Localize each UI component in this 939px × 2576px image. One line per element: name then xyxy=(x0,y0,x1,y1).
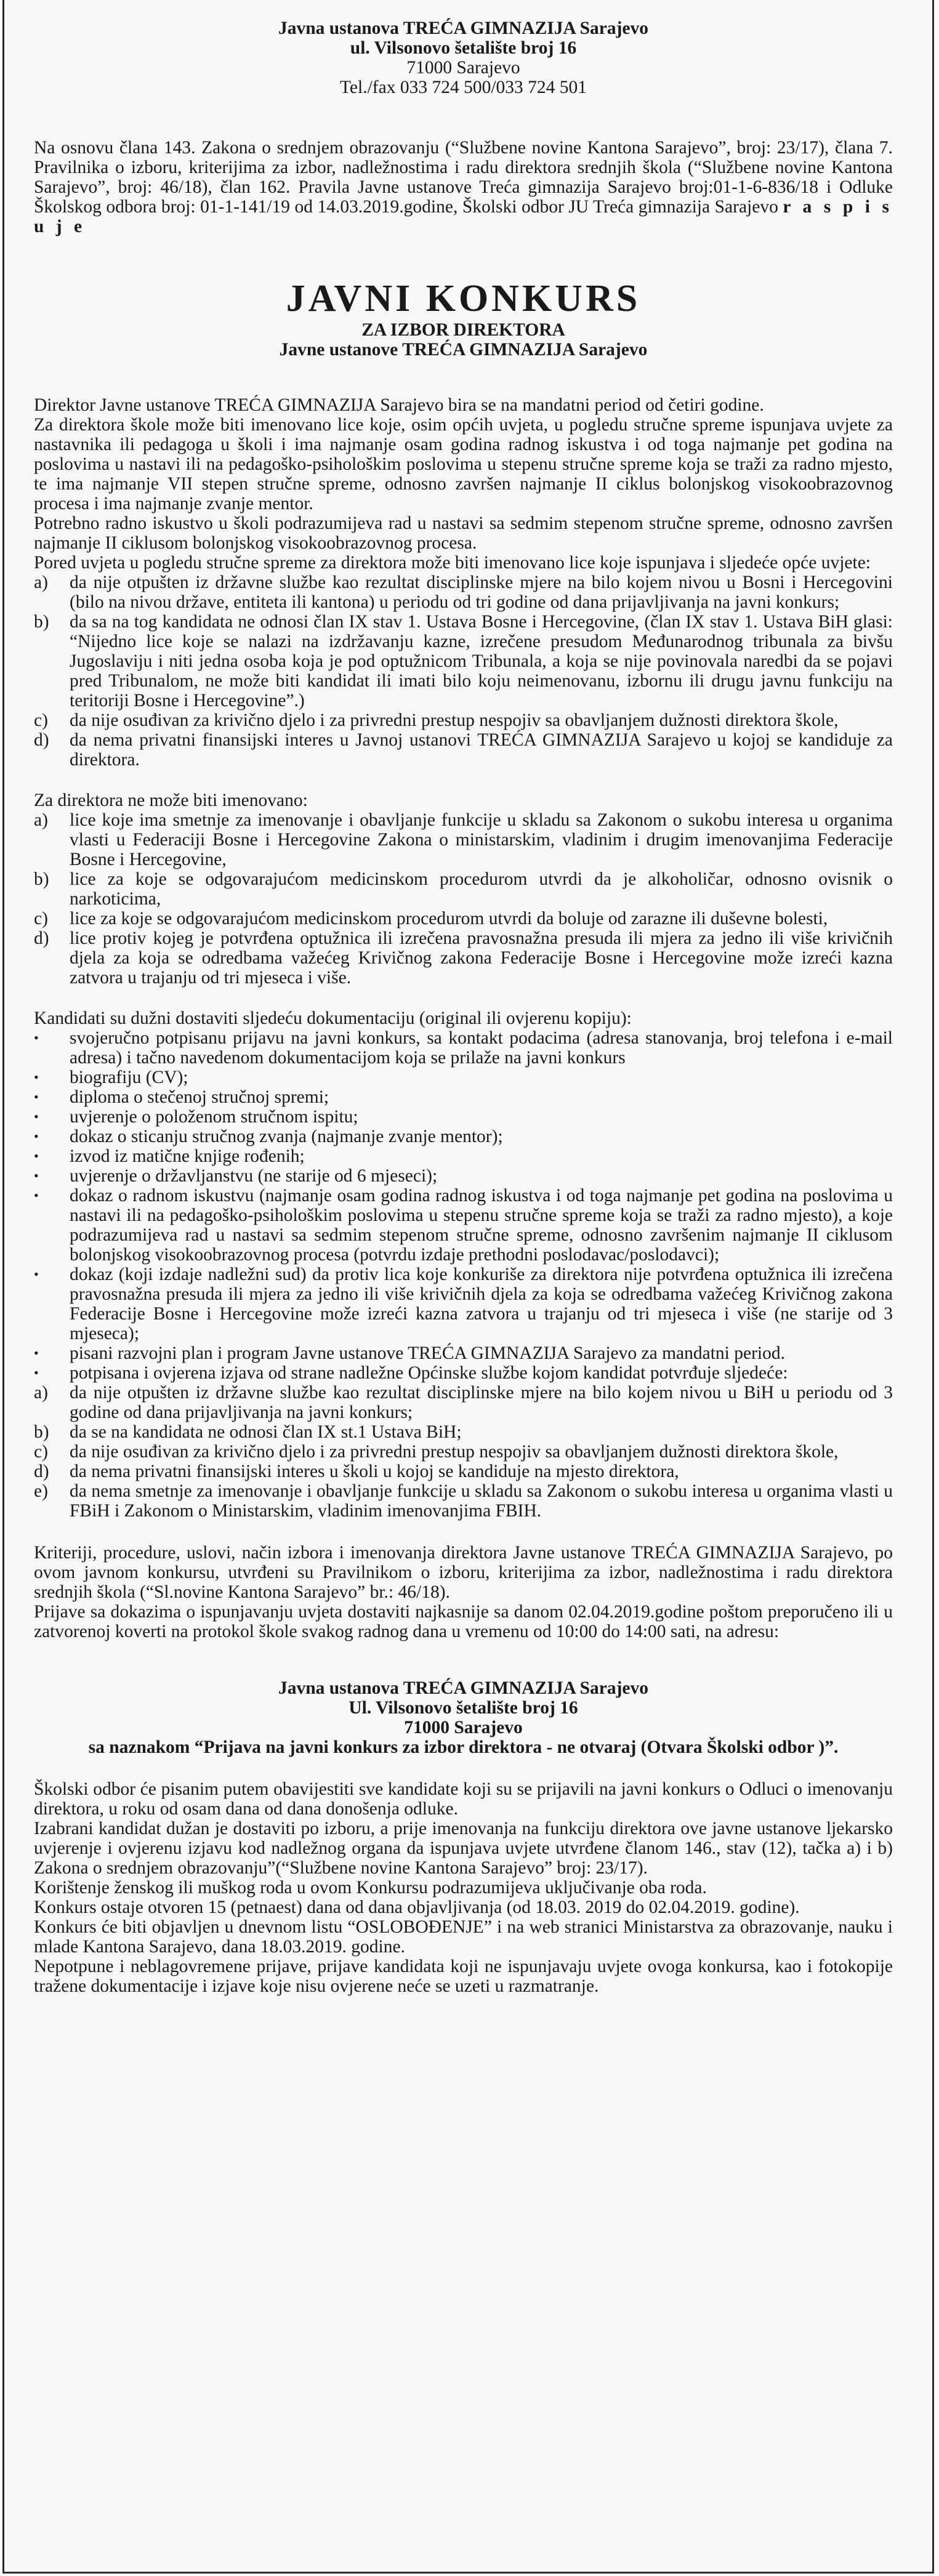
statement-items-list xyxy=(34,1383,893,1521)
list-item: • izvod iz matične knjige rođenih; xyxy=(34,1146,305,1166)
list-item: a) da nije otpušten iz državne službe kao rezultat disciplinske mjere na bilo kojem nivou u BiH u periodu od 3 godine od dana prijavljivanja na javni konkurs; xyxy=(34,1383,893,1422)
bullet-icon: • xyxy=(34,1148,39,1164)
address-street: Ul. Vilsonovo šetalište broj 16 xyxy=(349,1698,578,1718)
bullet-icon: • xyxy=(34,1266,39,1282)
closing-section xyxy=(34,1779,893,1996)
closing-paragraph: Izabrani kandidat dužan je dostaviti po izboru, a prije imenovanja na funkciju direktora ove javne ustanove ljekarsko uvjerenje i ovjerenu izjavu kod nadležnog organa da ispunjava uvjete utvrđene članom 146., stav (12), tačka a) i b) Zakona o srednjem obrazovanju”(“Službene novine Kantona Sarajevo” broj: 23/17). xyxy=(34,1819,893,1878)
list-item: c) da nije osuđivan za krivično djelo i za privredni prestup nespojiv sa obavljanjem dužnosti direktora škole, xyxy=(34,710,839,730)
list-item: • diploma o stečenoj stručnoj spremi; xyxy=(34,1087,329,1107)
bullet-icon: • xyxy=(34,1030,39,1045)
bullet-icon: • xyxy=(34,1069,39,1085)
list-item: • biografiju (CV); xyxy=(34,1068,188,1087)
documents-heading: Kandidati su dužni dostaviti sljedeću dokumentaciju (original ili ovjerenu kopiju): xyxy=(34,1008,632,1028)
general-conditions-list xyxy=(34,573,893,770)
list-item: d) lice protiv kojeg je potvrđena optužnica ili izrečena pravosnažna presuda ili mjera za jedno ili više krivičnih djela za koja se odredbama važećeg Krivičnog zakona Federacije Bosne i Hercegovine može izreći kazna zatvora u trajanju od tri mjeseca i više. xyxy=(34,928,893,988)
notice-title-block xyxy=(34,277,893,360)
list-item: b) lice za koje se odgovarajućom medicinskom procedurom utvrdi da je alkoholičar, odnosno ovisnik o narkoticima, xyxy=(34,869,893,909)
intro-paragraph: Direktor Javne ustanove TREĆA GIMNAZIJA Sarajevo bira se na mandatni period od četiri godine. xyxy=(34,395,764,415)
bullet-icon: • xyxy=(34,1365,39,1380)
list-item: • uvjerenje o položenom stručnom ispitu; xyxy=(34,1107,358,1127)
list-item: • svojeručno potpisanu prijavu na javni konkurs, sa kontakt podacima (adresa stanovanja, broj telefona i e-mail adresa) i tačno navedenom dokumentacijom koja se prilaže na javni konkurs xyxy=(34,1028,893,1068)
closing-paragraph: Konkurs ostaje otvoren 15 (petnaest) dana od dana objavljivanja (od 18.03. 2019 do 02.04.2019. godine). xyxy=(34,1898,800,1917)
list-item: c) da nije osuđivan za krivično djelo i za privredni prestup nespojiv sa obavljanjem dužnosti direktora škole, xyxy=(34,1442,839,1462)
list-item: • uvjerenje o državljanstvu (ne starije od 6 mjeseci); xyxy=(34,1166,438,1186)
list-item: • pisani razvojni plan i program Javne ustanove TREĆA GIMNAZIJA Sarajevo za mandatni period. xyxy=(34,1343,785,1363)
documents-list xyxy=(34,1028,893,1383)
list-item: c) lice za koje se odgovarajućom medicinskom procedurom utvrdi da boluje od zarazne ili duševne bolesti, xyxy=(34,909,828,928)
list-item: d) da nema privatni finansijski interes u školi u kojoj se kandiduje na mjesto direktora, xyxy=(34,1462,679,1481)
criteria-paragraph: Kriteriji, procedure, uslovi, način izbora i imenovanja direktora Javne ustanove TREĆA GIMNAZIJA Sarajevo, po ovom javnom konkursu, utvrđeni su Pravilnikom o izboru, kriterijima za izbor, nadležnostima i radu direktora srednjih škola (“Sl.novine Kantona Sarajevo” br.: 46/18). xyxy=(34,1543,893,1602)
notice-title: JAVNI KONKURS xyxy=(286,278,641,320)
list-item: • potpisana i ovjerena izjava od strane nadležne Općinske službe kojom kandidat potvrđuje sljedeće: xyxy=(34,1363,788,1383)
address-institution: Javna ustanova TREĆA GIMNAZIJA Sarajevo xyxy=(278,1678,648,1698)
address-city: 71000 Sarajevo xyxy=(404,1718,523,1737)
institution-name: Javna ustanova TREĆA GIMNAZIJA Sarajevo xyxy=(278,18,648,38)
not-eligible-list xyxy=(34,810,893,988)
closing-paragraph: Školski odbor će pisanim putem obavijestiti sve kandidate koji su se prijavili na javni konkurs o Odluci o imenovanju direktora, u roku od osam dana od dana donošenja odluke. xyxy=(34,1779,893,1819)
bullet-icon: • xyxy=(34,1168,39,1183)
bullet-icon: • xyxy=(34,1089,39,1105)
list-item: d) da nema privatni finansijski interes u Javnoj ustanovi TREĆA GIMNAZIJA Sarajevo u kojoj se kandiduje za direktora. xyxy=(34,730,893,770)
criteria-paragraph: Prijave sa dokazima o ispunjavanju uvjeta dostaviti najkasnije sa danom 02.04.2019.godine poštom preporučeno ili u zatvorenoj koverti na protokol škole svakog radnog dana u vremenu od 10:00 do 14:00 sati, na adresu: xyxy=(34,1602,893,1641)
notice-subtitle: ZA IZBOR DIREKTORA xyxy=(361,320,565,340)
preamble-text: Na osnovu člana 143. Zakona o srednjem obrazovanju (“Službene novine Kantona Sarajevo”, broj: 23/17), člana 7. Pravilnika o izboru, kriterijima za izbor, nadležnostima i radu direktora srednjih škola (“Službene novine Kantona Sarajevo”, broj: 46/18), član 162. Pravila Javne ustanove Treća gimnazija Sarajevo broj:01-1-6-836/18 i Odluke Školskog odbora broj: 01-1-141/19 od 14.03.2019.godine, Školski odbor JU Treća gimnazija Sarajevo xyxy=(34,138,893,217)
list-item: a) lice koje ima smetnje za imenovanje i obavljanje funkcije u skladu sa Zakonom o sukobu interesa u organima vlasti u Federaciji Bosne i Hercegovine Zakona o ministarskim, vladinim i drugim imenovanjima Federacije Bosne i Hercegovine, xyxy=(34,810,893,869)
intro-paragraph: Potrebno radno iskustvo u školi podrazumijeva rad u nastavi sa sedmim stepenom stručne spreme, odnosno završen najmanje II ciklusom bolonjskog visokoobrazovnog procesa. xyxy=(34,513,893,553)
notice-sheet xyxy=(2,0,934,2574)
closing-paragraph: Konkurs će biti objavljen u dnevnom listu “OSLOBOĐENJE” i na web stranici Ministarstva za obrazovanje, nauku i mlade Kantona Sarajevo, dana 18.03.2019. godine. xyxy=(34,1917,893,1957)
bullet-icon: • xyxy=(34,1129,39,1144)
institution-phone: Tel./fax 033 724 500/033 724 501 xyxy=(339,78,587,97)
institution-street: ul. Vilsonovo šetalište broj 16 xyxy=(350,38,577,58)
bullet-icon: • xyxy=(34,1188,39,1203)
preamble-verb: r a s p i s u j e xyxy=(34,197,893,236)
notice-content xyxy=(34,18,893,1996)
not-eligible-heading: Za direktora ne može biti imenovano: xyxy=(34,791,308,810)
list-item: • dokaz o radnom iskustvu (najmanje osam godina radnog iskustva i od toga najmanje pet godina na poslovima u nastavi ili na pedagoško-psihološkim poslovima u stepenu stručne spreme koja se traži za radno mjesto), a koje podrazumijeva rad u nastavi sa sedmim stepenom stručne spreme, odnosno završenim najmanje II ciklusom bolonjskog visokoobrazovnog procesa (potvrdu izdaje prethodni poslodavac/poslodavci); xyxy=(34,1186,893,1265)
delivery-address xyxy=(34,1678,893,1757)
preamble xyxy=(34,138,893,236)
notice-subtitle-institution: Javne ustanove TREĆA GIMNAZIJA Sarajevo xyxy=(279,340,648,360)
list-item: e) da nema smetnje za imenovanje i obavljanje funkcije u skladu sa Zakonom o sukobu interesa u organima vlasti u FBiH i Zakonom o Ministarskim, vladinim imenovanjima FBIH. xyxy=(34,1481,893,1521)
closing-paragraph: Nepotpune i neblagovremene prijave, prijave kandidata koji ne ispunjavaju uvjete ovoga konkursa, kao i fotokopije tražene dokumentacije i izjave koje nisu ovjerene neće se uzeti u razmatranje. xyxy=(34,1957,893,1996)
closing-paragraph: Korištenje ženskog ili muškog roda u ovom Konkursu podrazumijeva uključivanje oba roda. xyxy=(34,1878,707,1898)
list-item: • dokaz o sticanju stručnog zvanja (najmanje zvanje mentor); xyxy=(34,1127,503,1146)
intro-section xyxy=(34,395,893,573)
intro-paragraph: Za direktora škole može biti imenovano lice koje, osim općih uvjeta, u pogledu stručne spreme ispunjava uvjete za nastavnika ili pedagoga u školi i ima najmanje osam godina radnog iskustva i od toga najmanje pet godina na poslovima u nastavi ili na pedagoško-psihološkim poslovima u stepenu stručne spreme koja se traži za radno mjesto, te ima najmanje VII stepen stručne spreme, odnosno završen najmanje II ciklus bolonjskog visokoobrazovnog procesa i ima najmanje zvanje mentor. xyxy=(34,415,893,513)
list-item: b) da se na kandidata ne odnosi član IX st.1 Ustava BiH; xyxy=(34,1422,462,1442)
bullet-icon: • xyxy=(34,1345,39,1361)
list-item: b) da sa na tog kandidata ne odnosi član IX stav 1. Ustava Bosne i Hercegovine, (član IX stav 1. Ustava BiH glasi: “Nijedno lice koje se nalazi na izdržavanju kazne, izrečene presudom Međunarodnog tribunala za bivšu Jugoslaviju i niti jedna osoba koja je pod optužnicom Tribunala, a koja se nije povinovala naredbi da se pojavi pred Tribunalom, ne može biti kandidat ili imati bilo koju neimenovanu, izbornu ili drugu javnu funkciju na teritoriji Bosne i Hercegovine”.) xyxy=(34,612,893,710)
institution-city: 71000 Sarajevo xyxy=(406,58,520,78)
criteria-section xyxy=(34,1543,893,1641)
letterhead xyxy=(34,18,893,97)
list-item: a) da nije otpušten iz državne službe kao rezultat disciplinske mjere na bilo kojem nivou u Bosni i Hercegovini (bilo na nivou države, entiteta ili kantona) u periodu od tri godine od dana prijavljivanja na javni konkurs; xyxy=(34,573,893,612)
list-item: • dokaz (koji izdaje nadležni sud) da protiv lica koje konkuriše za direktora nije potvrđena optužnica ili izrečena pravosnažna presuda ili mjera za jedno ili više krivičnih djela za koja se odredbama važećeg Krivičnog zakona Federacije Bosne i Hercegovine može izreći kazna zatvora u trajanju od tri mjeseca i više (ne starije od 3 mjeseca); xyxy=(34,1265,893,1343)
intro-paragraph: Pored uvjeta u pogledu stručne spreme za direktora može biti imenovano lice koje ispunjava i sljedeće opće uvjete: xyxy=(34,553,871,573)
address-note: sa naznakom “Prijava na javni konkurs za izbor direktora - ne otvaraj (Otvara Školski odbor )”. xyxy=(88,1737,839,1757)
bullet-icon: • xyxy=(34,1109,39,1124)
